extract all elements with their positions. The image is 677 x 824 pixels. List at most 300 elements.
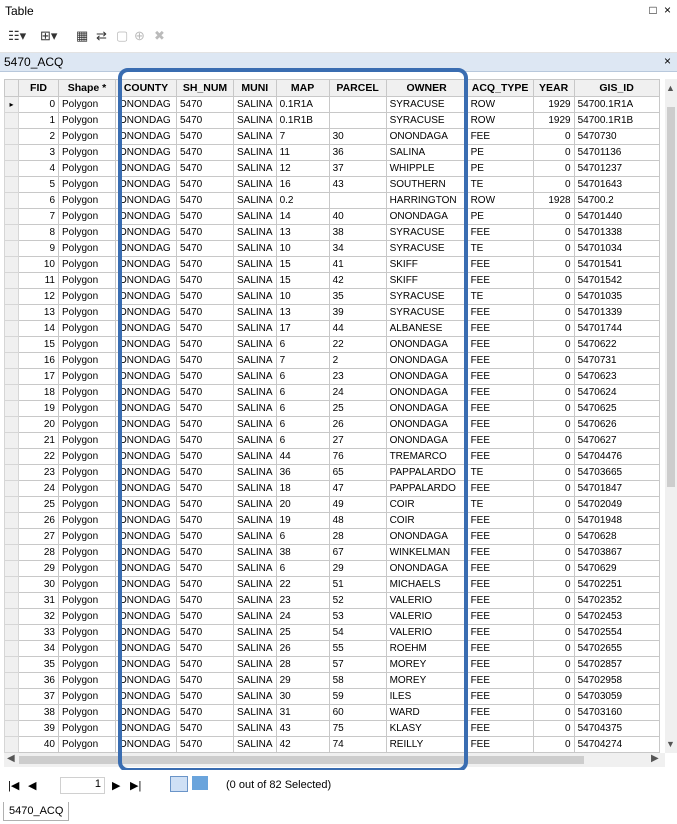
- table-cell[interactable]: ONONDAG: [116, 433, 177, 449]
- table-cell[interactable]: 5470: [177, 721, 234, 737]
- table-row[interactable]: [5, 161, 660, 177]
- table-cell[interactable]: 13: [276, 225, 329, 241]
- table-cell[interactable]: TE: [467, 289, 533, 305]
- table-cell[interactable]: 51: [329, 577, 386, 593]
- table-cell[interactable]: 54702453: [574, 609, 659, 625]
- table-cell[interactable]: SALINA: [234, 609, 277, 625]
- table-cell[interactable]: SALINA: [234, 321, 277, 337]
- table-cell[interactable]: ONONDAG: [116, 241, 177, 257]
- table-cell[interactable]: 5470: [177, 593, 234, 609]
- switch-selection-icon[interactable]: ⇄: [96, 28, 107, 43]
- table-cell[interactable]: Polygon: [59, 641, 116, 657]
- table-row[interactable]: [5, 449, 660, 465]
- table-cell[interactable]: PAPPALARDO: [386, 481, 467, 497]
- table-cell[interactable]: 29: [276, 673, 329, 689]
- table-cell[interactable]: SYRACUSE: [386, 241, 467, 257]
- delete-selected-icon[interactable]: ✖: [154, 28, 165, 43]
- table-row[interactable]: [5, 545, 660, 561]
- table-cell[interactable]: 54702251: [574, 577, 659, 593]
- table-cell[interactable]: 22: [276, 577, 329, 593]
- table-cell[interactable]: ONONDAG: [116, 689, 177, 705]
- table-cell[interactable]: Polygon: [59, 417, 116, 433]
- row-selector[interactable]: [5, 641, 19, 657]
- zoom-to-selected-icon[interactable]: ⊕: [134, 28, 145, 43]
- table-cell[interactable]: 35: [19, 657, 59, 673]
- table-cell[interactable]: Polygon: [59, 353, 116, 369]
- table-cell[interactable]: FEE: [467, 737, 533, 753]
- table-cell[interactable]: ROEHM: [386, 641, 467, 657]
- table-cell[interactable]: SYRACUSE: [386, 305, 467, 321]
- table-cell[interactable]: Polygon: [59, 225, 116, 241]
- table-cell[interactable]: REILLY: [386, 737, 467, 753]
- table-cell[interactable]: SALINA: [234, 737, 277, 753]
- table-cell[interactable]: 5470: [177, 369, 234, 385]
- table-cell[interactable]: 39: [329, 305, 386, 321]
- table-cell[interactable]: Polygon: [59, 305, 116, 321]
- table-cell[interactable]: SALINA: [234, 161, 277, 177]
- table-cell[interactable]: 5470: [177, 449, 234, 465]
- table-cell[interactable]: 54701035: [574, 289, 659, 305]
- table-cell[interactable]: 18: [276, 481, 329, 497]
- row-selector[interactable]: [5, 145, 19, 161]
- table-cell[interactable]: ONONDAG: [116, 385, 177, 401]
- table-cell[interactable]: 54704476: [574, 449, 659, 465]
- table-cell[interactable]: MOREY: [386, 673, 467, 689]
- row-selector[interactable]: [5, 721, 19, 737]
- table-cell[interactable]: 54701338: [574, 225, 659, 241]
- table-cell[interactable]: 5470: [177, 113, 234, 129]
- table-cell[interactable]: 7: [19, 209, 59, 225]
- table-cell[interactable]: FEE: [467, 321, 533, 337]
- table-cell[interactable]: 36: [276, 465, 329, 481]
- table-cell[interactable]: ONONDAG: [116, 625, 177, 641]
- row-selector[interactable]: [5, 321, 19, 337]
- table-cell[interactable]: SALINA: [234, 529, 277, 545]
- table-cell[interactable]: [329, 97, 386, 113]
- table-cell[interactable]: ONONDAG: [116, 401, 177, 417]
- table-cell[interactable]: ONONDAG: [116, 129, 177, 145]
- table-cell[interactable]: 5470628: [574, 529, 659, 545]
- table-cell[interactable]: 0: [533, 369, 574, 385]
- table-cell[interactable]: SALINA: [234, 449, 277, 465]
- row-selector[interactable]: [5, 481, 19, 497]
- table-cell[interactable]: Polygon: [59, 337, 116, 353]
- table-cell[interactable]: 0: [533, 721, 574, 737]
- table-cell[interactable]: ONONDAGA: [386, 401, 467, 417]
- table-cell[interactable]: 0: [533, 177, 574, 193]
- table-cell[interactable]: 0: [533, 577, 574, 593]
- row-selector[interactable]: ▸: [5, 97, 19, 113]
- column-header[interactable]: GIS_ID: [574, 80, 659, 97]
- table-cell[interactable]: 9: [19, 241, 59, 257]
- table-cell[interactable]: Polygon: [59, 593, 116, 609]
- table-cell[interactable]: TE: [467, 177, 533, 193]
- row-selector[interactable]: [5, 305, 19, 321]
- table-cell[interactable]: 5470: [177, 465, 234, 481]
- table-cell[interactable]: 15: [19, 337, 59, 353]
- table-cell[interactable]: 5470626: [574, 417, 659, 433]
- table-cell[interactable]: 0: [533, 673, 574, 689]
- table-cell[interactable]: SALINA: [234, 225, 277, 241]
- table-cell[interactable]: ROW: [467, 97, 533, 113]
- table-cell[interactable]: ONONDAG: [116, 481, 177, 497]
- table-cell[interactable]: 4: [19, 161, 59, 177]
- table-cell[interactable]: 27: [19, 529, 59, 545]
- table-cell[interactable]: 25: [19, 497, 59, 513]
- table-row[interactable]: [5, 113, 660, 129]
- table-cell[interactable]: 54701948: [574, 513, 659, 529]
- table-cell[interactable]: Polygon: [59, 513, 116, 529]
- table-cell[interactable]: 25: [329, 401, 386, 417]
- table-cell[interactable]: FEE: [467, 369, 533, 385]
- table-cell[interactable]: FEE: [467, 129, 533, 145]
- table-cell[interactable]: FEE: [467, 545, 533, 561]
- table-cell[interactable]: SALINA: [234, 689, 277, 705]
- row-selector[interactable]: [5, 449, 19, 465]
- table-cell[interactable]: Polygon: [59, 705, 116, 721]
- column-header[interactable]: SH_NUM: [177, 80, 234, 97]
- table-cell[interactable]: 16: [276, 177, 329, 193]
- table-cell[interactable]: Polygon: [59, 689, 116, 705]
- table-cell[interactable]: ONONDAG: [116, 353, 177, 369]
- table-cell[interactable]: MICHAELS: [386, 577, 467, 593]
- row-selector[interactable]: [5, 497, 19, 513]
- table-cell[interactable]: 43: [329, 177, 386, 193]
- table-cell[interactable]: 5470: [177, 577, 234, 593]
- next-record-icon[interactable]: ▶: [112, 780, 121, 792]
- table-cell[interactable]: ONONDAG: [116, 577, 177, 593]
- table-cell[interactable]: 5470: [177, 321, 234, 337]
- table-cell[interactable]: SALINA: [234, 257, 277, 273]
- table-cell[interactable]: SALINA: [234, 705, 277, 721]
- table-cell[interactable]: ONONDAG: [116, 193, 177, 209]
- column-header[interactable]: PARCEL: [329, 80, 386, 97]
- table-cell[interactable]: 5470: [177, 145, 234, 161]
- row-selector[interactable]: [5, 529, 19, 545]
- table-cell[interactable]: Polygon: [59, 529, 116, 545]
- table-cell[interactable]: 54702655: [574, 641, 659, 657]
- scroll-left-icon[interactable]: ◀: [7, 753, 15, 764]
- table-cell[interactable]: SALINA: [234, 209, 277, 225]
- table-cell[interactable]: ONONDAG: [116, 145, 177, 161]
- row-selector[interactable]: [5, 177, 19, 193]
- scroll-right-icon[interactable]: ▶: [651, 753, 659, 764]
- table-cell[interactable]: 0: [533, 657, 574, 673]
- table-cell[interactable]: FEE: [467, 257, 533, 273]
- table-cell[interactable]: COIR: [386, 513, 467, 529]
- table-cell[interactable]: SYRACUSE: [386, 225, 467, 241]
- scroll-down-icon[interactable]: ▼: [666, 739, 675, 749]
- table-cell[interactable]: ONONDAGA: [386, 385, 467, 401]
- table-cell[interactable]: ONONDAG: [116, 737, 177, 753]
- table-cell[interactable]: 67: [329, 545, 386, 561]
- row-selector[interactable]: [5, 241, 19, 257]
- table-cell[interactable]: 60: [329, 705, 386, 721]
- table-cell[interactable]: 54701136: [574, 145, 659, 161]
- table-cell[interactable]: 16: [19, 353, 59, 369]
- table-cell[interactable]: 25: [276, 625, 329, 641]
- table-cell[interactable]: 54702554: [574, 625, 659, 641]
- row-selector[interactable]: [5, 353, 19, 369]
- table-cell[interactable]: 10: [276, 289, 329, 305]
- table-cell[interactable]: Polygon: [59, 161, 116, 177]
- show-selected-records-icon[interactable]: [192, 776, 208, 790]
- table-row[interactable]: [5, 737, 660, 753]
- row-selector[interactable]: [5, 225, 19, 241]
- table-cell[interactable]: FEE: [467, 481, 533, 497]
- table-cell[interactable]: 54700.2: [574, 193, 659, 209]
- table-cell[interactable]: 17: [276, 321, 329, 337]
- table-cell[interactable]: ONONDAG: [116, 657, 177, 673]
- table-cell[interactable]: SALINA: [234, 193, 277, 209]
- row-selector[interactable]: [5, 561, 19, 577]
- row-selector[interactable]: [5, 417, 19, 433]
- row-selector[interactable]: [5, 257, 19, 273]
- table-cell[interactable]: 5470624: [574, 385, 659, 401]
- table-cell[interactable]: 6: [276, 417, 329, 433]
- table-cell[interactable]: ONONDAG: [116, 177, 177, 193]
- table-cell[interactable]: 0: [533, 561, 574, 577]
- table-cell[interactable]: 54703665: [574, 465, 659, 481]
- table-cell[interactable]: SALINA: [234, 593, 277, 609]
- table-row[interactable]: [5, 385, 660, 401]
- table-cell[interactable]: TE: [467, 497, 533, 513]
- table-cell[interactable]: 5: [19, 177, 59, 193]
- table-cell[interactable]: ONONDAG: [116, 561, 177, 577]
- column-header[interactable]: OWNER: [386, 80, 467, 97]
- vertical-scroll-thumb[interactable]: [667, 107, 675, 487]
- table-cell[interactable]: SALINA: [234, 625, 277, 641]
- table-row[interactable]: [5, 257, 660, 273]
- table-cell[interactable]: 0: [533, 337, 574, 353]
- table-cell[interactable]: 5470: [177, 305, 234, 321]
- table-cell[interactable]: 5470629: [574, 561, 659, 577]
- table-cell[interactable]: PE: [467, 209, 533, 225]
- table-cell[interactable]: 5470622: [574, 337, 659, 353]
- table-cell[interactable]: ONONDAG: [116, 673, 177, 689]
- table-cell[interactable]: SOUTHERN: [386, 177, 467, 193]
- table-cell[interactable]: 5470: [177, 513, 234, 529]
- table-cell[interactable]: VALERIO: [386, 609, 467, 625]
- column-header[interactable]: ACQ_TYPE: [467, 80, 533, 97]
- table-cell[interactable]: 17: [19, 369, 59, 385]
- column-header[interactable]: FID: [19, 80, 59, 97]
- table-cell[interactable]: 5470: [177, 657, 234, 673]
- table-cell[interactable]: 6: [276, 433, 329, 449]
- table-row[interactable]: [5, 689, 660, 705]
- table-cell[interactable]: Polygon: [59, 273, 116, 289]
- table-cell[interactable]: ONONDAGA: [386, 129, 467, 145]
- table-row[interactable]: [5, 641, 660, 657]
- row-selector[interactable]: [5, 737, 19, 753]
- table-cell[interactable]: SYRACUSE: [386, 113, 467, 129]
- table-cell[interactable]: 53: [329, 609, 386, 625]
- table-cell[interactable]: FEE: [467, 561, 533, 577]
- table-cell[interactable]: 0.1R1B: [276, 113, 329, 129]
- table-cell[interactable]: 24: [276, 609, 329, 625]
- table-cell[interactable]: 20: [276, 497, 329, 513]
- table-cell[interactable]: Polygon: [59, 385, 116, 401]
- table-cell[interactable]: Polygon: [59, 401, 116, 417]
- first-record-icon[interactable]: |◀: [8, 780, 20, 792]
- table-cell[interactable]: 28: [329, 529, 386, 545]
- table-cell[interactable]: Polygon: [59, 145, 116, 161]
- table-cell[interactable]: SALINA: [234, 97, 277, 113]
- table-cell[interactable]: 0: [533, 305, 574, 321]
- table-options-icon[interactable]: ☷▾: [8, 28, 27, 43]
- table-cell[interactable]: 54703867: [574, 545, 659, 561]
- table-cell[interactable]: 1928: [533, 193, 574, 209]
- table-row[interactable]: [5, 705, 660, 721]
- horizontal-scroll-thumb[interactable]: [19, 756, 584, 764]
- table-cell[interactable]: 0: [533, 209, 574, 225]
- row-selector[interactable]: [5, 577, 19, 593]
- table-row[interactable]: [5, 657, 660, 673]
- table-cell[interactable]: 0: [533, 737, 574, 753]
- table-cell[interactable]: KLASY: [386, 721, 467, 737]
- table-cell[interactable]: SALINA: [234, 433, 277, 449]
- table-cell[interactable]: ONONDAG: [116, 225, 177, 241]
- table-cell[interactable]: 48: [329, 513, 386, 529]
- table-cell[interactable]: 0: [533, 321, 574, 337]
- table-row[interactable]: [5, 609, 660, 625]
- table-cell[interactable]: 0: [533, 689, 574, 705]
- table-cell[interactable]: PE: [467, 161, 533, 177]
- table-cell[interactable]: ONONDAG: [116, 721, 177, 737]
- table-cell[interactable]: ONONDAG: [116, 369, 177, 385]
- table-row[interactable]: [5, 209, 660, 225]
- table-cell[interactable]: FEE: [467, 673, 533, 689]
- table-cell[interactable]: SALINA: [234, 129, 277, 145]
- table-cell[interactable]: WINKELMAN: [386, 545, 467, 561]
- table-row[interactable]: [5, 529, 660, 545]
- table-cell[interactable]: SALINA: [234, 657, 277, 673]
- table-cell[interactable]: FEE: [467, 641, 533, 657]
- table-cell[interactable]: 0: [533, 417, 574, 433]
- table-cell[interactable]: ONONDAG: [116, 305, 177, 321]
- table-cell[interactable]: SYRACUSE: [386, 97, 467, 113]
- table-cell[interactable]: Polygon: [59, 609, 116, 625]
- table-cell[interactable]: 5470: [177, 241, 234, 257]
- table-cell[interactable]: FEE: [467, 577, 533, 593]
- table-cell[interactable]: [329, 113, 386, 129]
- table-cell[interactable]: 5470: [177, 433, 234, 449]
- scroll-up-icon[interactable]: ▲: [666, 83, 675, 93]
- row-selector[interactable]: [5, 209, 19, 225]
- row-selector[interactable]: [5, 673, 19, 689]
- table-cell[interactable]: 27: [329, 433, 386, 449]
- table-cell[interactable]: 5470: [177, 529, 234, 545]
- table-cell[interactable]: 2: [329, 353, 386, 369]
- table-cell[interactable]: 76: [329, 449, 386, 465]
- table-cell[interactable]: 5470: [177, 641, 234, 657]
- table-cell[interactable]: 54703059: [574, 689, 659, 705]
- table-cell[interactable]: 26: [19, 513, 59, 529]
- table-cell[interactable]: 5470623: [574, 369, 659, 385]
- table-cell[interactable]: Polygon: [59, 497, 116, 513]
- table-cell[interactable]: 6: [276, 561, 329, 577]
- table-cell[interactable]: 0: [533, 625, 574, 641]
- table-cell[interactable]: Polygon: [59, 545, 116, 561]
- table-cell[interactable]: ONONDAG: [116, 609, 177, 625]
- table-cell[interactable]: 54702857: [574, 657, 659, 673]
- table-cell[interactable]: 22: [329, 337, 386, 353]
- table-cell[interactable]: SALINA: [234, 673, 277, 689]
- table-cell[interactable]: FEE: [467, 305, 533, 321]
- table-cell[interactable]: Polygon: [59, 369, 116, 385]
- table-cell[interactable]: SALINA: [234, 385, 277, 401]
- table-cell[interactable]: 36: [329, 145, 386, 161]
- table-cell[interactable]: 0: [533, 289, 574, 305]
- previous-record-icon[interactable]: ◀: [28, 780, 37, 792]
- table-cell[interactable]: 44: [329, 321, 386, 337]
- table-row[interactable]: [5, 417, 660, 433]
- table-cell[interactable]: 5470: [177, 385, 234, 401]
- table-cell[interactable]: 7: [276, 353, 329, 369]
- table-cell[interactable]: SALINA: [234, 305, 277, 321]
- table-cell[interactable]: 44: [276, 449, 329, 465]
- table-cell[interactable]: 54704375: [574, 721, 659, 737]
- table-cell[interactable]: Polygon: [59, 625, 116, 641]
- table-cell[interactable]: 55: [329, 641, 386, 657]
- table-cell[interactable]: ONONDAG: [116, 545, 177, 561]
- table-cell[interactable]: VALERIO: [386, 625, 467, 641]
- table-row[interactable]: [5, 497, 660, 513]
- close-icon[interactable]: ×: [663, 54, 671, 68]
- table-row[interactable]: [5, 625, 660, 641]
- table-row[interactable]: [5, 401, 660, 417]
- table-cell[interactable]: FEE: [467, 417, 533, 433]
- table-cell[interactable]: 5470: [177, 625, 234, 641]
- table-row[interactable]: [5, 673, 660, 689]
- table-cell[interactable]: FEE: [467, 385, 533, 401]
- table-cell[interactable]: 21: [19, 433, 59, 449]
- table-cell[interactable]: Polygon: [59, 177, 116, 193]
- table-cell[interactable]: PAPPALARDO: [386, 465, 467, 481]
- table-cell[interactable]: ONONDAG: [116, 113, 177, 129]
- table-cell[interactable]: 54701339: [574, 305, 659, 321]
- table-cell[interactable]: SALINA: [234, 561, 277, 577]
- table-cell[interactable]: 12: [19, 289, 59, 305]
- table-cell[interactable]: WARD: [386, 705, 467, 721]
- table-cell[interactable]: 54701847: [574, 481, 659, 497]
- table-cell[interactable]: 58: [329, 673, 386, 689]
- table-cell[interactable]: 23: [329, 369, 386, 385]
- table-cell[interactable]: 54704274: [574, 737, 659, 753]
- table-cell[interactable]: 0: [533, 401, 574, 417]
- table-cell[interactable]: 6: [276, 337, 329, 353]
- table-cell[interactable]: 5470730: [574, 129, 659, 145]
- table-cell[interactable]: VALERIO: [386, 593, 467, 609]
- table-cell[interactable]: 65: [329, 465, 386, 481]
- table-cell[interactable]: Polygon: [59, 193, 116, 209]
- table-cell[interactable]: 0: [533, 529, 574, 545]
- table-cell[interactable]: ONONDAGA: [386, 209, 467, 225]
- table-cell[interactable]: Polygon: [59, 673, 116, 689]
- table-cell[interactable]: 54701034: [574, 241, 659, 257]
- table-cell[interactable]: 74: [329, 737, 386, 753]
- table-cell[interactable]: 2: [19, 129, 59, 145]
- table-row[interactable]: [5, 193, 660, 209]
- table-cell[interactable]: SALINA: [234, 465, 277, 481]
- table-cell[interactable]: SKIFF: [386, 273, 467, 289]
- table-cell[interactable]: 5470: [177, 273, 234, 289]
- table-row[interactable]: [5, 305, 660, 321]
- table-cell[interactable]: 54702049: [574, 497, 659, 513]
- table-cell[interactable]: 0: [533, 433, 574, 449]
- table-cell[interactable]: 0: [533, 145, 574, 161]
- row-selector[interactable]: [5, 193, 19, 209]
